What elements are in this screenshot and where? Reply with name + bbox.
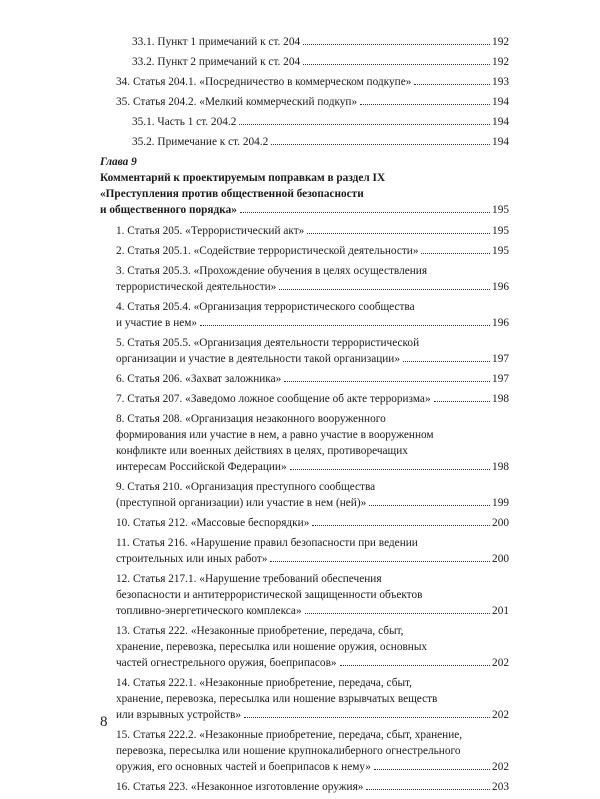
dot-leader bbox=[312, 525, 490, 526]
toc-entry bbox=[100, 34, 509, 50]
toc-entry-label: 33.2. Пункт 2 примечаний к ст. 204 bbox=[132, 56, 301, 68]
toc-entry-label: 33.1. Пункт 1 примечаний к ст. 204 bbox=[132, 36, 301, 48]
toc-entry-row bbox=[116, 223, 509, 239]
toc-entry-label: интересам Российской Федерации» bbox=[116, 461, 287, 473]
dot-leader bbox=[307, 233, 490, 234]
toc-entry-page: 198 bbox=[492, 393, 509, 405]
toc-entry-row bbox=[116, 551, 509, 567]
toc-entry-page: 196 bbox=[492, 317, 509, 329]
toc-entry bbox=[100, 223, 509, 239]
toc-entry-label: 35.1. Часть 1 ст. 204.2 bbox=[132, 116, 237, 128]
chapter-title-last-row bbox=[100, 202, 509, 218]
dot-leader bbox=[239, 124, 490, 125]
toc-chapter-section bbox=[100, 223, 509, 795]
dot-leader bbox=[271, 144, 490, 145]
chapter-title-line: Комментарий к проектируемым поправкам в раздел IX bbox=[100, 172, 386, 184]
toc-entry-label: 6. Статья 206. «Захват заложника» bbox=[116, 373, 282, 385]
toc-entry-line: 9. Статья 210. «Организация преступного сообщества bbox=[116, 481, 376, 493]
dot-leader bbox=[303, 44, 490, 45]
chapter-page: 195 bbox=[492, 204, 509, 216]
toc-entry-page: 192 bbox=[492, 36, 509, 48]
toc-entry bbox=[100, 243, 509, 259]
chapter-heading bbox=[100, 154, 509, 218]
toc-entry-row bbox=[116, 279, 509, 295]
toc-entry bbox=[100, 411, 509, 475]
chapter-title-last: и общественного порядка» bbox=[100, 204, 237, 216]
toc-entry-line: хранение, перевозка, пересылка или ношение взрывчатых веществ bbox=[116, 693, 438, 705]
toc-entry bbox=[100, 371, 509, 387]
dot-leader bbox=[279, 289, 490, 290]
dot-leader bbox=[421, 253, 490, 254]
toc-entry bbox=[100, 134, 509, 150]
toc-entry bbox=[100, 391, 509, 407]
toc-entry-page: 192 bbox=[492, 56, 509, 68]
toc-entry-row bbox=[132, 54, 509, 70]
toc-entry-label: 34. Статья 204.1. «Посредничество в коммерческом подкупе» bbox=[116, 76, 412, 88]
toc-entry-line: формирования или участие в нем, а равно участие в вооруженном bbox=[116, 429, 434, 441]
toc-entry-row bbox=[116, 371, 509, 387]
toc-entry-row bbox=[116, 603, 509, 619]
toc-entry-line: 5. Статья 205.5. «Организация деятельности террористической bbox=[116, 337, 420, 349]
toc-entry-page: 194 bbox=[492, 116, 509, 128]
toc-entry-line: 4. Статья 205.4. «Организация террористического сообщества bbox=[116, 301, 415, 313]
toc-entry-label: частей огнестрельного оружия, боеприпасов» bbox=[116, 657, 337, 669]
dot-leader bbox=[366, 789, 490, 790]
toc-entry-label: 16. Статья 223. «Незаконное изготовление оружия» bbox=[116, 781, 364, 793]
toc-entry-line: 12. Статья 217.1. «Нарушение требований обеспечения bbox=[116, 573, 382, 585]
toc-top-section bbox=[100, 34, 509, 150]
toc-entry-row bbox=[116, 74, 509, 90]
chapter-title-line: «Преступления против общественной безопасности bbox=[100, 188, 364, 200]
toc-entry bbox=[100, 727, 509, 775]
toc-entry-page: 196 bbox=[492, 281, 509, 293]
toc-entry-label: и участие в нем» bbox=[116, 317, 198, 329]
toc-entry-line: перевозка, пересылка или ношение крупнокалиберного огнестрельного bbox=[116, 745, 461, 757]
toc-entry-row bbox=[116, 243, 509, 259]
chapter-label: Глава 9 bbox=[100, 156, 137, 168]
toc-entry-page: 201 bbox=[492, 605, 509, 617]
toc-entry-label: организации и участие в деятельности такой организации» bbox=[116, 353, 400, 365]
dot-leader bbox=[360, 104, 490, 105]
toc-entry-line: хранение, перевозка, пересылка или ношение оружия, основных bbox=[116, 641, 428, 653]
toc-entry-row bbox=[116, 351, 509, 367]
toc-entry-row bbox=[132, 34, 509, 50]
toc-entry-line: 8. Статья 208. «Организация незаконного вооруженного bbox=[116, 413, 386, 425]
toc-entry-row bbox=[116, 707, 509, 723]
toc-entry bbox=[100, 571, 509, 619]
toc-entry bbox=[100, 675, 509, 723]
toc-entry-page: 195 bbox=[492, 225, 509, 237]
dot-leader bbox=[340, 665, 490, 666]
toc-entry bbox=[100, 54, 509, 70]
page-number: 8 bbox=[100, 714, 108, 730]
toc-entry bbox=[100, 335, 509, 367]
toc-entry-page: 194 bbox=[492, 136, 509, 148]
toc-entry bbox=[100, 74, 509, 90]
toc-entry-page: 202 bbox=[492, 709, 509, 721]
toc-entry-label: 7. Статья 207. «Заведомо ложное сообщение об акте терроризма» bbox=[116, 393, 431, 405]
dot-leader bbox=[270, 561, 490, 562]
toc-entry-page: 194 bbox=[492, 96, 509, 108]
dot-leader bbox=[303, 64, 490, 65]
toc-entry-row bbox=[132, 134, 509, 150]
table-of-contents bbox=[100, 34, 509, 799]
toc-entry bbox=[100, 515, 509, 531]
toc-entry-page: 198 bbox=[492, 461, 509, 473]
dot-leader bbox=[284, 381, 490, 382]
toc-entry bbox=[100, 535, 509, 567]
toc-entry-page: 200 bbox=[492, 553, 509, 565]
toc-entry-line: конфликте или военных действиях в целях, противоречащих bbox=[116, 445, 408, 457]
toc-entry-label: или взрывных устройств» bbox=[116, 709, 242, 721]
toc-entry-row bbox=[132, 114, 509, 130]
dot-leader bbox=[290, 469, 490, 470]
toc-entry-row bbox=[116, 459, 509, 475]
toc-entry-line: 13. Статья 222. «Незаконные приобретение, передача, сбыт, bbox=[116, 625, 404, 637]
toc-entry-label: 10. Статья 212. «Массовые беспорядки» bbox=[116, 517, 310, 529]
toc-entry-page: 193 bbox=[492, 76, 509, 88]
toc-entry bbox=[100, 779, 509, 795]
toc-entry-label: террористической деятельности» bbox=[116, 281, 277, 293]
dot-leader bbox=[374, 769, 490, 770]
dot-leader bbox=[414, 84, 490, 85]
toc-entry-row bbox=[116, 391, 509, 407]
toc-entry-page: 203 bbox=[492, 781, 509, 793]
toc-entry bbox=[100, 623, 509, 671]
toc-entry bbox=[100, 94, 509, 110]
dot-leader bbox=[434, 401, 490, 402]
toc-entry-row bbox=[116, 94, 509, 110]
toc-entry-page: 202 bbox=[492, 761, 509, 773]
toc-entry-line: 11. Статья 216. «Нарушение правил безопасности при ведении bbox=[116, 537, 418, 549]
toc-entry-row bbox=[116, 515, 509, 531]
dot-leader bbox=[305, 613, 490, 614]
toc-entry-label: строительных или иных работ» bbox=[116, 553, 268, 565]
toc-entry bbox=[100, 114, 509, 130]
toc-entry-label: 1. Статья 205. «Террористический акт» bbox=[116, 225, 305, 237]
toc-entry-row bbox=[116, 315, 509, 331]
toc-entry bbox=[100, 479, 509, 511]
toc-entry-page: 197 bbox=[492, 373, 509, 385]
toc-entry-label: 35.2. Примечание к ст. 204.2 bbox=[132, 136, 269, 148]
dot-leader bbox=[369, 505, 490, 506]
toc-entry-line: 15. Статья 222.2. «Незаконные приобретение, передача, сбыт, хранение, bbox=[116, 729, 463, 741]
toc-entry-label: топливно-энергетического комплекса» bbox=[116, 605, 302, 617]
toc-entry-page: 200 bbox=[492, 517, 509, 529]
toc-entry-label: (преступной организации) или участие в нем (ней)» bbox=[116, 497, 367, 509]
toc-entry-row bbox=[116, 495, 509, 511]
dot-leader bbox=[240, 212, 490, 213]
toc-entry-row bbox=[116, 779, 509, 795]
toc-entry bbox=[100, 299, 509, 331]
dot-leader bbox=[403, 361, 490, 362]
toc-entry-page: 197 bbox=[492, 353, 509, 365]
toc-entry-label: 2. Статья 205.1. «Содействие террористической деятельности» bbox=[116, 245, 419, 257]
toc-entry-page: 195 bbox=[492, 245, 509, 257]
toc-entry-line: 14. Статья 222.1. «Незаконные приобретение, передача, сбыт, bbox=[116, 677, 412, 689]
dot-leader bbox=[244, 717, 490, 718]
dot-leader bbox=[200, 325, 490, 326]
toc-entry-page: 202 bbox=[492, 657, 509, 669]
toc-entry-label: 35. Статья 204.2. «Мелкий коммерческий подкуп» bbox=[116, 96, 358, 108]
toc-entry-label: оружия, его основных частей и боеприпасов к нему» bbox=[116, 761, 371, 773]
toc-entry-row bbox=[116, 759, 509, 775]
toc-entry bbox=[100, 263, 509, 295]
toc-entry-line: 3. Статья 205.3. «Прохождение обучения в целях осуществления bbox=[116, 265, 428, 277]
toc-entry-line: безопасности и антитеррористической защищенности объектов bbox=[116, 589, 423, 601]
toc-entry-page: 199 bbox=[492, 497, 509, 509]
toc-entry-row bbox=[116, 655, 509, 671]
